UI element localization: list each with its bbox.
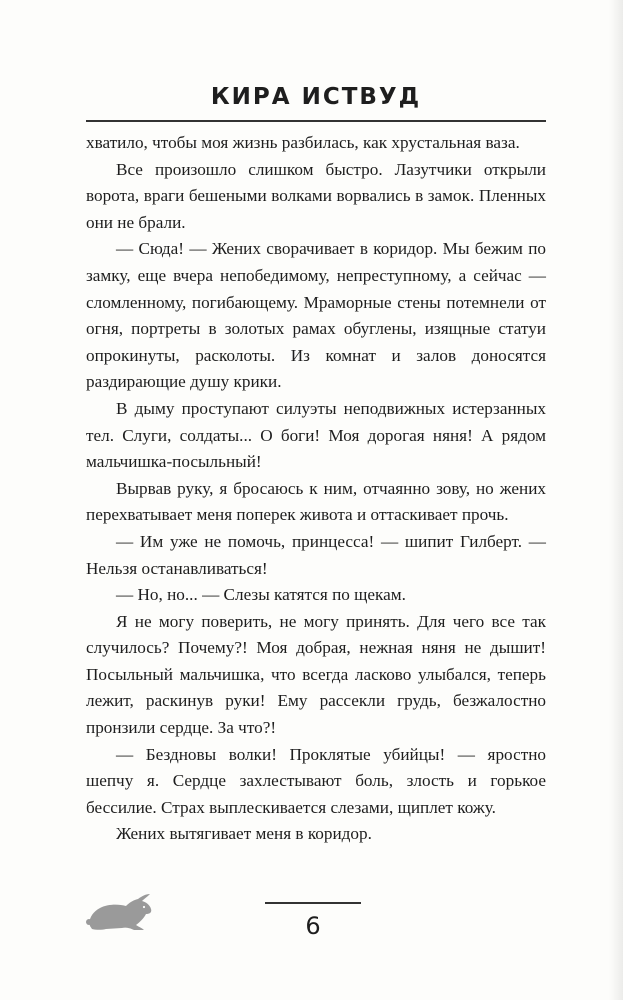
running-head-author: КИРА ИСТВУД (210, 84, 422, 110)
paragraph: Все произошло слишком быстро. Лазутчики открыли ворота, враги бешеными волками ворвались в замок. Пленных они не брали. (86, 159, 546, 232)
paragraph: — Бездновы волки! Проклятые убийцы! — яростно шепчу я. Сердце захлестывают боль, злость и горькое бессилие. Страх выплескивается слезами, щиплет кожу. (86, 744, 546, 817)
paragraph: хватило, чтобы моя жизнь разбилась, как хрустальная ваза. (86, 133, 520, 152)
paragraph: — Сюда! — Жених сворачивает в коридор. Мы бежим по замку, еще вчера непобедимому, непреступному, а сейчас — сломленному, погибающему. Мраморные стены потемнели от огня, портреты в золотых рамах обуглены, изящные статуи опрокинуты, расколоты. Из комнат и залов доносятся раздирающие душу крики. (86, 239, 546, 392)
paragraph: — Но, но... — Слезы катятся по щекам. (116, 585, 406, 605)
header-rule (86, 120, 546, 122)
body-text (86, 130, 546, 848)
footer-rule (265, 902, 361, 904)
paragraph: — Им уже не помочь, принцесса! — шипит Гилберт. — Нельзя останавливаться! (86, 531, 546, 578)
rabbit-ornament-icon (84, 892, 156, 934)
paragraph: Вырвав руку, я бросаюсь к ним, отчаянно зову, но жених перехватывает меня поперек живота и оттаскивает прочь. (86, 478, 546, 525)
paragraph: Жених вытягивает меня в коридор. (116, 824, 372, 844)
paragraph: Я не могу поверить, не могу принять. Для чего все так случилось? Почему?! Моя добрая, нежная няня не дышит! Посыльный мальчишка, что всегда ласково улыбался, теперь лежит, раскинув руки! Ему рассекли грудь, безжалостно пронзили сердце. За что?! (86, 611, 546, 738)
page-number: 6 (305, 912, 321, 940)
paragraph: В дыму проступают силуэты неподвижных истерзанных тел. Слуги, солдаты... О боги! Моя дорогая няня! А рядом мальчишка-посыльный! (86, 398, 546, 472)
page-edge-shadow (609, 0, 623, 1000)
